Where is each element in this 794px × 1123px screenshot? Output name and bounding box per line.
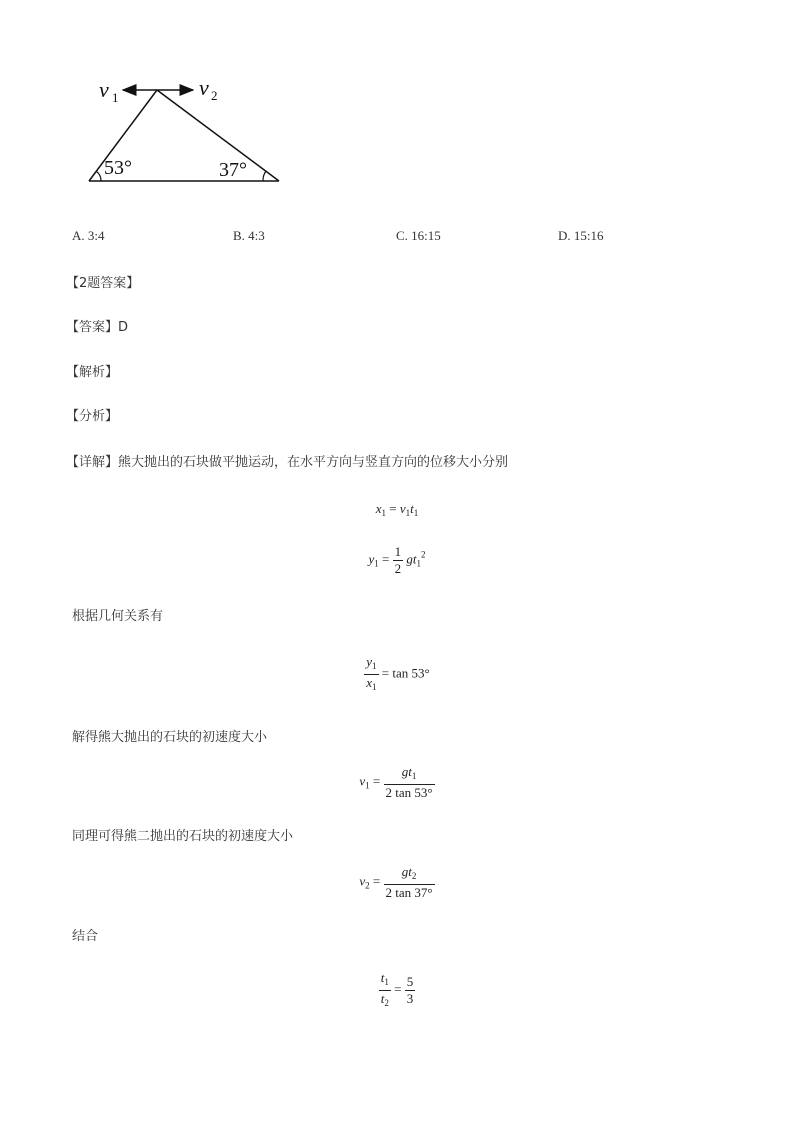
label-v1-sub: 1 bbox=[112, 90, 119, 105]
answer-line bbox=[66, 316, 128, 335]
answer-tag: 【答案】 bbox=[66, 320, 119, 335]
tan53-rhs: = tan 53° bbox=[381, 665, 430, 681]
fraction-v1: $\frac{gt_1}{2 \tan 53^\circ}$ bbox=[385, 764, 433, 800]
fenxi-header: 【分析】 bbox=[66, 409, 119, 424]
angle-arc-left bbox=[96, 171, 101, 181]
detail-text: 熊大抛出的石块做平抛运动，在水平方向与竖直方向的位移大小分别 bbox=[118, 455, 509, 470]
label-v1: v bbox=[99, 77, 109, 102]
equation-v2: $v_2$ = $\frac{gt_2}{2 \tan 37^\circ}$ bbox=[359, 864, 433, 900]
equation-tan53 bbox=[0, 654, 794, 695]
geometry-text: 根据几何关系有 bbox=[72, 609, 164, 624]
equation-v1: $v_1$ = $\frac{gt_1}{2 \tan 53^\circ}$ bbox=[359, 764, 433, 800]
label-angle-37: 37° bbox=[219, 159, 247, 181]
solve1-text: 解得熊大抛出的石块的初速度大小 bbox=[72, 730, 268, 745]
equation-x1: $x_1 = v_1t_1$ bbox=[375, 501, 419, 518]
option-a[interactable]: A. 3:4 bbox=[72, 228, 105, 243]
label-v2: v bbox=[199, 75, 209, 100]
detail-tag: 【详解】 bbox=[66, 455, 119, 470]
option-d[interactable]: D. 15:16 bbox=[558, 228, 604, 243]
option-c[interactable]: C. 16:15 bbox=[396, 228, 441, 243]
answer-value: D bbox=[118, 320, 129, 335]
angle-arc-right bbox=[263, 171, 266, 181]
equation-y1: $y_1$ = $\frac{1}{2}$ $gt_1^2$ bbox=[368, 544, 426, 576]
label-v2-sub: 2 bbox=[211, 88, 218, 103]
label-angle-53: 53° bbox=[104, 157, 132, 179]
triangle-right-side bbox=[157, 90, 279, 181]
analysis-header: 【解析】 bbox=[66, 365, 119, 380]
option-b[interactable]: B. 4:3 bbox=[233, 228, 265, 243]
combine-text: 结合 bbox=[72, 929, 99, 944]
detail-line bbox=[66, 451, 508, 470]
equation-time-ratio: $\frac{t_1}{t_2}$ = $\frac{5}{3}$ bbox=[0, 970, 794, 1011]
fraction-v2: $\frac{gt_2}{2 \tan 37^\circ}$ bbox=[385, 864, 433, 900]
fraction-t1-t2: $\frac{t_1}{t_2}$ bbox=[380, 970, 389, 1008]
fraction-y1-x1: $\frac{y_1}{x_1}$ bbox=[366, 654, 377, 692]
projectile-triangle-figure bbox=[85, 72, 295, 192]
fraction-5-3: $\frac{5}{3}$ bbox=[406, 974, 414, 1006]
fraction-half: $\frac{1}{2}$ bbox=[394, 544, 402, 576]
answer-header: 【2题答案】 bbox=[66, 276, 140, 291]
solve2-text: 同理可得熊二抛出的石块的初速度大小 bbox=[72, 829, 294, 844]
